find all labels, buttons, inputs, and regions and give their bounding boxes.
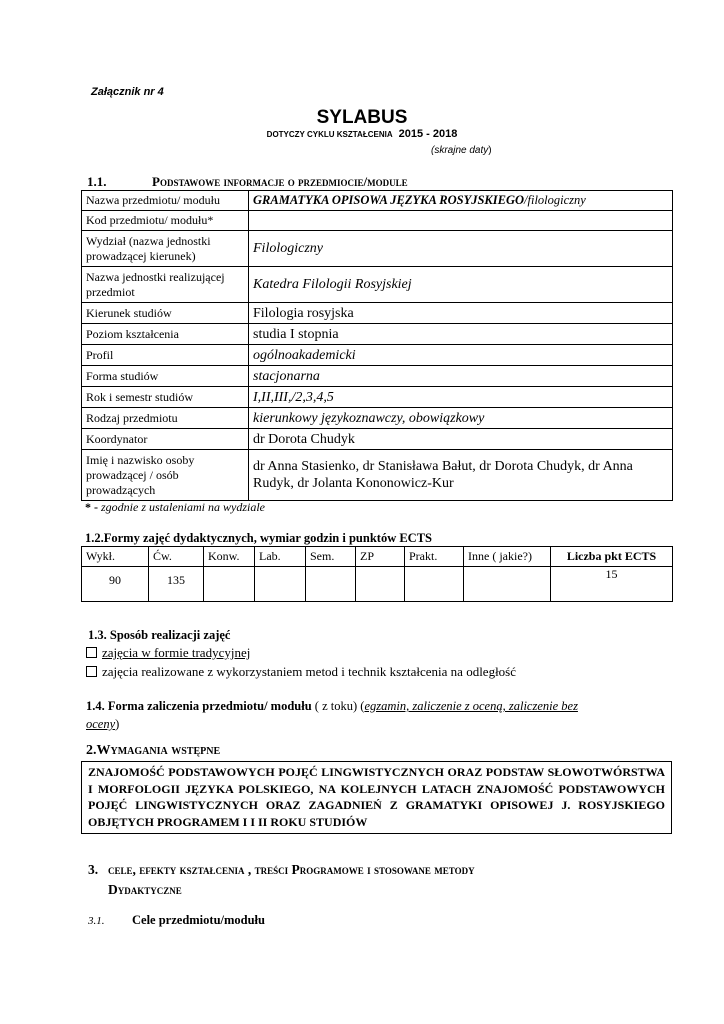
section-title: Podstawowe informacje o przedmiocie/module — [152, 174, 408, 189]
section-1-4-mid: ( z toku) ( — [311, 699, 365, 713]
row-label: Rodzaj przedmiotu — [82, 408, 249, 429]
row-label: Nazwa jednostki realizującej przedmiot — [82, 267, 249, 303]
section-3-1-heading — [88, 913, 265, 928]
cell: 135 — [149, 567, 204, 602]
row-label: Kierunek studiów — [82, 303, 249, 324]
table-row — [82, 366, 673, 387]
row-value: kierunkowy językoznawczy, obowiązkowy — [249, 408, 673, 429]
section-1-4 — [86, 697, 626, 733]
table-row — [82, 211, 673, 231]
table-row — [82, 450, 673, 501]
ects-table — [81, 546, 673, 602]
cell — [255, 567, 306, 602]
cell: 90 — [82, 567, 149, 602]
subsection-title: Cele przedmiotu/modułu — [132, 913, 265, 927]
table-row — [82, 408, 673, 429]
row-label: Profil — [82, 345, 249, 366]
row-label: Imię i nazwisko osoby prowadzącej / osób prowadzących — [82, 450, 249, 501]
row-label: Kod przedmiotu/ modułu* — [82, 211, 249, 231]
cell — [405, 567, 464, 602]
row-label: Koordynator — [82, 429, 249, 450]
section-1-4-title: 1.4. Forma zaliczenia przedmiotu/ modułu — [86, 699, 312, 713]
date-note-text: skrajne daty — [434, 145, 489, 156]
row-value — [249, 211, 673, 231]
col-header: Konw. — [204, 547, 255, 567]
basic-info-table — [81, 190, 673, 501]
table-row — [82, 191, 673, 211]
requirements-box: ZNAJOMOŚĆ PODSTAWOWYCH POJĘĆ LINGWISTYCZNYCH ORAZ PODSTAW SŁOWOTWÓRSTWA I MORFOLOGII JĘZYKA POLSKIEGO, NA KOLEJNYCH LATACH ZNAJOMOŚĆ PODSTAWOWYCH POJĘĆ LINGWISTYCZNYCH ORAZ ZAGADNIEŃ Z GRAMATYKI OPISOWEJ J. ROSYJSKIEGO OBJĘTYCH PROGRAMEM I I II ROKU STUDIÓW — [81, 761, 672, 834]
course-suffix: /filologiczny — [524, 193, 586, 207]
col-header: Sem. — [306, 547, 356, 567]
col-header: Ćw. — [149, 547, 204, 567]
table-row — [82, 324, 673, 345]
cycle-line — [0, 128, 724, 140]
option-traditional[interactable] — [86, 645, 250, 661]
footnote — [85, 500, 265, 515]
date-note-close: ) — [488, 145, 492, 156]
subsection-number: 3.1. — [88, 915, 105, 927]
row-label: Poziom kształcenia — [82, 324, 249, 345]
section-1-2-heading: 1.2.Formy zajęć dydaktycznych, wymiar godzin i punktów ECTS — [85, 531, 433, 545]
option-remote[interactable] — [86, 664, 516, 680]
section-2-heading: 2.Wymagania wstępne — [86, 743, 221, 758]
cell — [306, 567, 356, 602]
row-value: I,II,III,/2,3,4,5 — [249, 387, 673, 408]
checkbox[interactable] — [86, 647, 97, 658]
cycle-years: 2015 - 2018 — [398, 128, 458, 140]
table-row — [82, 231, 673, 267]
section-number: 1.1. — [87, 174, 107, 189]
cell — [356, 567, 405, 602]
assessment-options: egzamin, zaliczenie z oceną, zaliczenie bez — [364, 699, 578, 713]
col-header: Wykł. — [82, 547, 149, 567]
cell: 15 — [551, 567, 673, 602]
option-label: zajęcia w formie tradycyjnej — [102, 645, 251, 660]
course-name: GRAMATYKA OPISOWA JĘZYKA ROSYJSKIEGO — [253, 193, 525, 207]
row-value: studia I stopnia — [249, 324, 673, 345]
table-row — [82, 267, 673, 303]
col-header: ZP — [356, 547, 405, 567]
table-row — [82, 303, 673, 324]
attachment-label: Załącznik nr 4 — [91, 86, 164, 98]
option-label: zajęcia realizowane z wykorzystaniem metod i technik kształcenia na odległość — [102, 664, 517, 679]
row-label: Rok i semestr studiów — [82, 387, 249, 408]
section-title-line1: cele, efekty kształcenia , treści Programowe i stosowane metody — [108, 862, 475, 877]
page-title: SYLABUS — [316, 107, 408, 128]
row-value: ogólnoakademicki — [249, 345, 673, 366]
footnote-mark: * - — [85, 500, 98, 514]
col-header: Liczba pkt ECTS — [551, 547, 673, 567]
section-1-4-close: ) — [115, 717, 120, 731]
cell — [204, 567, 255, 602]
checkbox[interactable] — [86, 666, 97, 677]
row-label: Forma studiów — [82, 366, 249, 387]
table-header-row — [82, 547, 673, 567]
col-header: Prakt. — [405, 547, 464, 567]
cycle-label: DOTYCZY CYKLU KSZTAŁCENIA — [266, 130, 393, 139]
section-1-3-heading: 1.3. Sposób realizacji zajęć — [88, 628, 231, 642]
row-value: Katedra Filologii Rosyjskiej — [249, 267, 673, 303]
section-title-line2: Dydaktyczne — [108, 882, 182, 897]
section-3-heading — [88, 860, 475, 900]
table-row — [82, 387, 673, 408]
row-value — [249, 191, 673, 211]
table-row — [82, 429, 673, 450]
cell — [464, 567, 551, 602]
section-number: 3. — [88, 862, 99, 877]
row-value: stacjonarna — [249, 366, 673, 387]
table-row — [82, 345, 673, 366]
assessment-options-cont: oceny — [86, 717, 116, 731]
col-header: Lab. — [255, 547, 306, 567]
row-label: Wydział (nazwa jednostki prowadzącej kierunek) — [82, 231, 249, 267]
table-row — [82, 567, 673, 602]
date-note: (skrajne daty) — [431, 145, 492, 156]
row-value: dr Dorota Chudyk — [249, 429, 673, 450]
row-value: Filologia rosyjska — [249, 303, 673, 324]
footnote-text: zgodnie z ustaleniami na wydziale — [101, 500, 265, 514]
row-value: Filologiczny — [249, 231, 673, 267]
row-label: Nazwa przedmiotu/ modułu — [82, 191, 249, 211]
section-1-1-heading — [87, 174, 408, 190]
col-header: Inne ( jakie?) — [464, 547, 551, 567]
row-value: dr Anna Stasienko, dr Stanisława Bałut, dr Dorota Chudyk, dr Anna Rudyk, dr Jolanta Kononowicz-Kur — [249, 450, 673, 501]
